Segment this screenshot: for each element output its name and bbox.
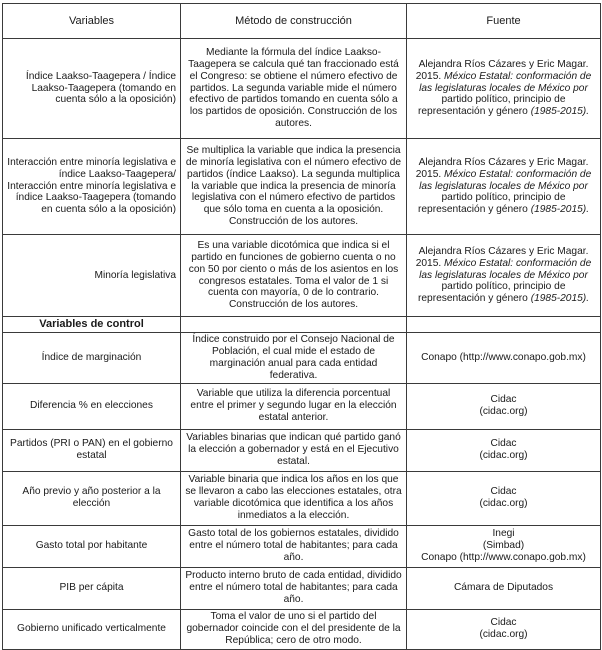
section-title: Variables de control bbox=[3, 317, 181, 333]
variable-cell: PIB per cápita bbox=[3, 567, 181, 609]
variable-cell: Gobierno unificado verticalmente bbox=[3, 609, 181, 649]
method-cell: Variable binaria que indica los años en los que se llevaron a cabo las elecciones estatales, otra variable dicotómica que identifica a los años inmediatos a la elección. bbox=[181, 471, 407, 525]
variable-cell: Interacción entre minoría legislativa e índice Laakso-Taagepera/ Interacción entre minoría legislativa e índice Laakso-Taagepera (tomando en cuenta sólo a la oposición) bbox=[3, 139, 181, 235]
source-name: Inegi bbox=[492, 528, 515, 540]
table-row bbox=[3, 429, 601, 471]
source-cell bbox=[407, 525, 601, 567]
method-cell: Índice construido por el Consejo Nacional de Población, el cual mide el estado de marginación anual para cada entidad federativa. bbox=[181, 333, 407, 384]
method-cell: Es una variable dicotómica que indica si el partido en funciones de gobierno cuenta o no con 50 por ciento o más de los asientos en los congresos estatales. Toma el valor de 1 si cuenta con mayoría, 0 de lo contrario. Construcción de los autores. bbox=[181, 235, 407, 317]
section-row bbox=[3, 317, 601, 333]
source-years: (1985-2015). bbox=[530, 204, 590, 216]
source-title: México Estatal: conformación de las legislaturas locales de México por bbox=[419, 257, 592, 281]
source-cell bbox=[407, 235, 601, 317]
source-url: (cidac.org) bbox=[479, 629, 528, 641]
header-source: Fuente bbox=[407, 4, 601, 39]
variable-cell: Diferencia % en elecciones bbox=[3, 383, 181, 429]
source-years: (1985-2015). bbox=[530, 106, 590, 118]
source-url: Conapo (http://www.conapo.gob.mx) bbox=[421, 552, 586, 564]
source-url: (cidac.org) bbox=[479, 450, 528, 462]
source-years: (1985-2015). bbox=[530, 293, 590, 305]
header-variables: Variables bbox=[3, 4, 181, 39]
source-detail: partido político, principio de representación y género bbox=[417, 192, 566, 216]
table-row bbox=[3, 609, 601, 649]
table-row bbox=[3, 333, 601, 384]
source-cell: Conapo (http://www.conapo.gob.mx) bbox=[407, 333, 601, 384]
method-cell: Producto interno bruto de cada entidad, dividido entre el número total de habitantes; para cada año. bbox=[181, 567, 407, 609]
source-cell bbox=[407, 471, 601, 525]
method-cell: Gasto total de los gobiernos estatales, dividido entre el número total de habitantes; para cada año. bbox=[181, 525, 407, 567]
table-row bbox=[3, 139, 601, 235]
table-header-row bbox=[3, 4, 601, 39]
empty-cell bbox=[181, 317, 407, 333]
variable-cell: Gasto total por habitante bbox=[3, 525, 181, 567]
source-cell bbox=[407, 609, 601, 649]
source-cell bbox=[407, 39, 601, 139]
source-title: México Estatal: conformación de las legislaturas locales de México por bbox=[419, 70, 592, 94]
header-method: Método de construcción bbox=[181, 4, 407, 39]
source-name: Cidac bbox=[490, 438, 517, 450]
source-name: Cidac bbox=[490, 394, 517, 406]
variables-table bbox=[2, 3, 601, 650]
table-row bbox=[3, 567, 601, 609]
source-detail: partido político, principio de representación y género bbox=[417, 94, 566, 118]
source-cell bbox=[407, 429, 601, 471]
method-cell: Toma el valor de uno si el partido del gobernador coincide con el del presidente de la República; cero de otro modo. bbox=[181, 609, 407, 649]
variable-cell: Minoría legislativa bbox=[3, 235, 181, 317]
table-row bbox=[3, 235, 601, 317]
source-authors: Alejandra Ríos Cázares y Eric Magar. 2015. bbox=[415, 245, 589, 269]
source-cell bbox=[407, 383, 601, 429]
table-row bbox=[3, 383, 601, 429]
source-name: Cidac bbox=[490, 486, 517, 498]
method-cell: Variables binarias que indican qué partido ganó la elección a gobernador y está en el Ejecutivo estatal. bbox=[181, 429, 407, 471]
table-row bbox=[3, 39, 601, 139]
table-row bbox=[3, 525, 601, 567]
source-subname: (Simbad) bbox=[482, 540, 525, 552]
variable-cell: Año previo y año posterior a la elección bbox=[3, 471, 181, 525]
source-authors: Alejandra Ríos Cázares y Eric Magar. 2015. bbox=[415, 58, 589, 82]
variable-cell: Índice Laakso-Taagepera / Índice Laakso-Taagepera (tomando en cuenta sólo a la oposición) bbox=[3, 39, 181, 139]
source-cell: Cámara de Diputados bbox=[407, 567, 601, 609]
source-cell bbox=[407, 139, 601, 235]
source-url: (cidac.org) bbox=[479, 406, 528, 418]
table-row bbox=[3, 471, 601, 525]
method-cell: Se multiplica la variable que indica la presencia de minoría legislativa con el número efectivo de partidos (índice Laakso). La segunda multiplica la variable que indica la presencia de minoría legislativa con el número efectivo de partidos que sólo toma en cuenta a la oposición. Construcción de los autores. bbox=[181, 139, 407, 235]
source-url: (cidac.org) bbox=[479, 498, 528, 510]
variable-cell: Partidos (PRI o PAN) en el gobierno estatal bbox=[3, 429, 181, 471]
source-authors: Alejandra Ríos Cázares y Eric Magar. 2015. bbox=[415, 156, 589, 180]
empty-cell bbox=[407, 317, 601, 333]
source-detail: partido político, principio de representación y género bbox=[417, 281, 566, 305]
method-cell: Mediante la fórmula del índice Laakso-Taagepera se calcula qué tan fraccionado está el Congreso: se obtiene el número efectivo de partidos. La segunda variable mide el número efectivo de partidos tomando en cuenta sólo a los partidos de oposición. Construcción de los autores. bbox=[181, 39, 407, 139]
source-title: México Estatal: conformación de las legislaturas locales de México por bbox=[419, 168, 592, 192]
method-cell: Variable que utiliza la diferencia porcentual entre el primer y segundo lugar en la elección estatal anterior. bbox=[181, 383, 407, 429]
source-name: Cidac bbox=[490, 617, 517, 629]
variable-cell: Índice de marginación bbox=[3, 333, 181, 384]
